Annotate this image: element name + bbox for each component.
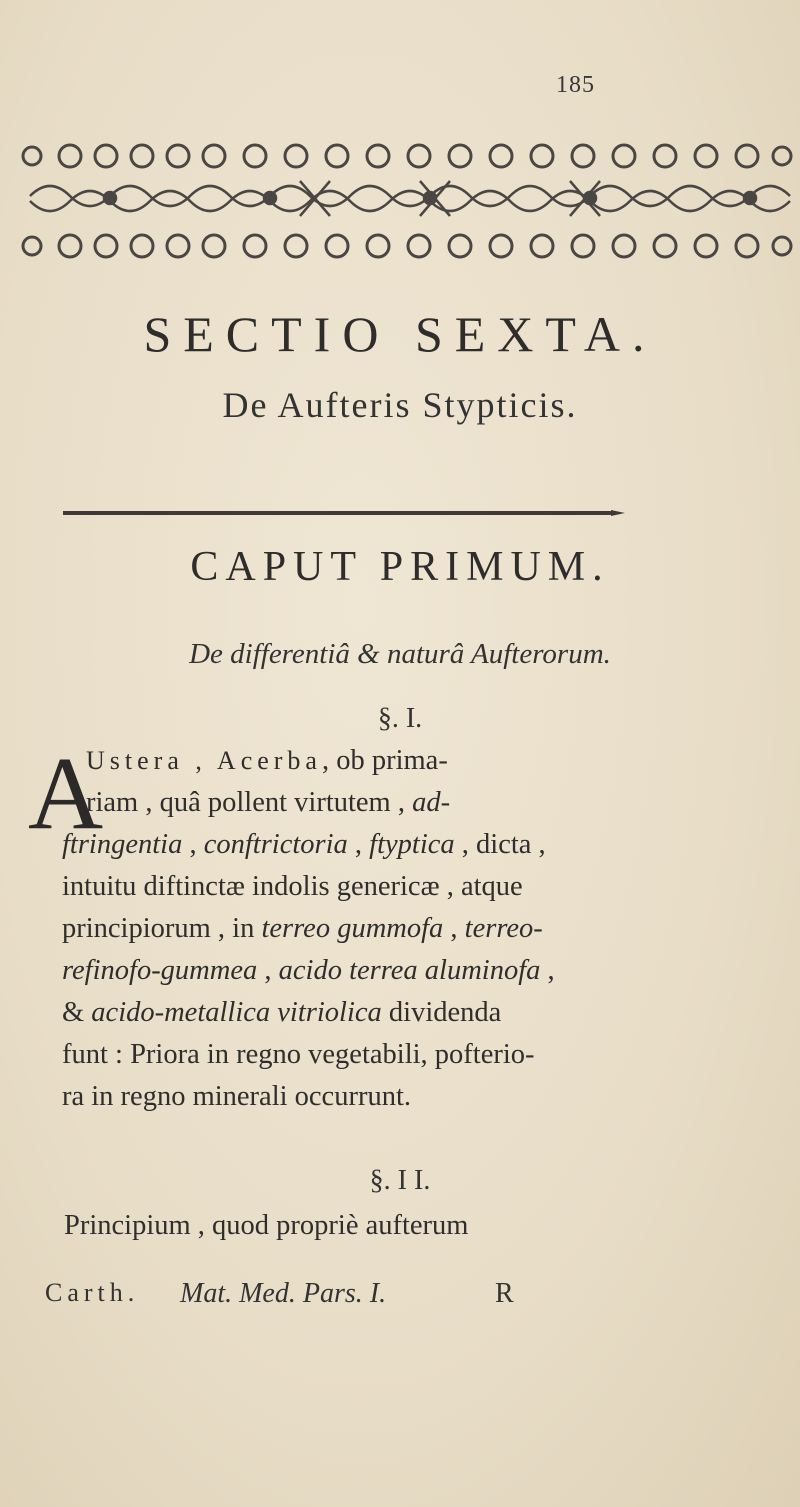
text-span: ,	[257, 955, 279, 986]
drop-cap-initial: A	[28, 736, 104, 851]
footer-work: Mat. Med. Pars. I.	[180, 1278, 387, 1309]
text-span: ,	[443, 913, 465, 944]
chapter-subtitle: De differentiâ & naturâ Aufterorum.	[189, 638, 611, 670]
text-line	[86, 745, 448, 777]
text-span: dividenda	[381, 997, 502, 1028]
text-line	[62, 829, 546, 861]
text-line: Principium , quod propriè aufterum	[64, 1210, 469, 1241]
text-span: ,	[182, 829, 204, 860]
text-span: ,	[540, 955, 555, 986]
text-span: ftyptica	[369, 829, 455, 860]
footer-signature-line	[45, 1278, 765, 1318]
text-line	[62, 955, 555, 987]
ornament-middle-row	[30, 181, 790, 216]
text-span: , dicta ,	[454, 829, 546, 860]
section-title: SECTIO SEXTA.	[143, 306, 657, 362]
text-span: ,	[347, 829, 370, 860]
text-line	[62, 997, 501, 1029]
text-span: , ob prima-	[321, 745, 448, 776]
text-span: intuitu diftinctæ indolis genericæ , atque	[62, 871, 523, 902]
horizontal-rule	[63, 510, 625, 516]
text-span: ad-	[412, 787, 451, 818]
text-line	[62, 1081, 411, 1113]
text-span: ftringentia	[62, 829, 183, 860]
section-subtitle: De Aufteris Stypticis.	[222, 385, 578, 425]
text-line	[86, 787, 450, 819]
text-span: &	[62, 997, 92, 1028]
text-line	[62, 1039, 535, 1071]
paragraph-mark-1: §. I.	[377, 703, 423, 734]
text-span: conftrictoria	[203, 829, 348, 860]
text-span: principiorum , in	[62, 913, 262, 944]
decorative-ornament-band	[10, 126, 800, 276]
ornament-top-row	[23, 145, 791, 167]
text-span: ra in regno minerali occurrunt.	[62, 1081, 411, 1112]
chapter-title: CAPUT PRIMUM.	[190, 544, 610, 590]
footer-author: Carth.	[45, 1278, 140, 1307]
paragraph-mark-2: §. I I.	[369, 1165, 431, 1196]
text-line	[62, 871, 523, 903]
text-span: riam , quâ pollent virtutem ,	[86, 787, 413, 818]
text-span: terreo-	[464, 913, 543, 944]
ornament-bottom-row	[23, 235, 791, 257]
text-span: funt : Priora in regno vegetabili, pofterio-	[62, 1039, 535, 1070]
text-span: refinofo-gummea	[62, 955, 258, 986]
text-span: acido terrea aluminofa	[278, 955, 541, 986]
text-span: terreo gummofa	[261, 913, 444, 944]
text-span: Ustera , Acerba	[86, 746, 322, 775]
text-span: acido-metallica vitriolica	[91, 997, 382, 1028]
page-number: 185	[556, 72, 595, 98]
footer-signature: R	[495, 1278, 514, 1309]
text-line	[62, 913, 543, 945]
